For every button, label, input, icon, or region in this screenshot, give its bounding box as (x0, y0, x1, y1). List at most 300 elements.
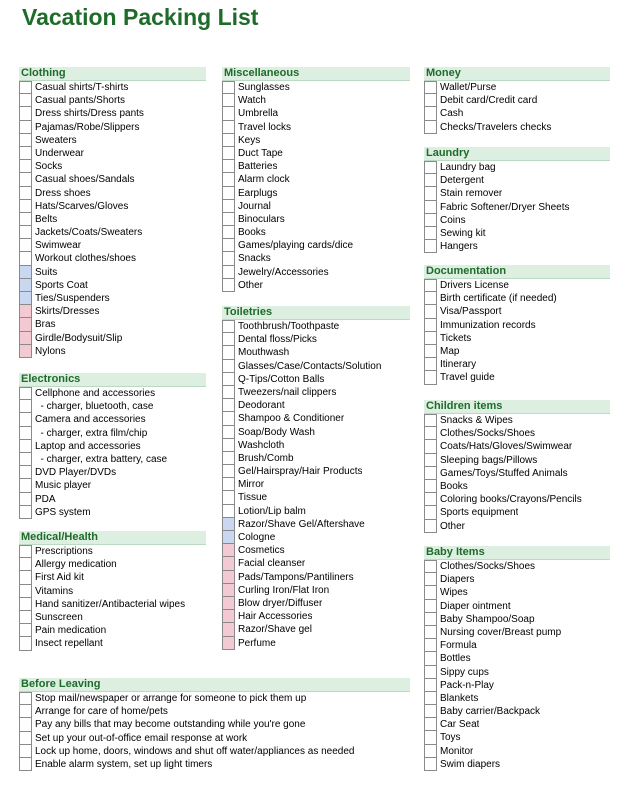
item-label: - charger, extra battery, case (35, 453, 168, 465)
checkbox[interactable] (222, 452, 235, 465)
item-label: Other (440, 520, 466, 532)
item-label: Skirts/Dresses (35, 306, 100, 318)
checkbox[interactable] (424, 718, 437, 731)
checkbox[interactable] (222, 107, 235, 120)
checkbox[interactable] (19, 160, 32, 173)
checkbox[interactable] (222, 544, 235, 557)
checklist-item (222, 226, 410, 239)
item-label: Duct Tape (238, 147, 283, 159)
section-children-items (424, 400, 610, 533)
checklist-item (222, 200, 410, 213)
section-medical-health (19, 531, 206, 651)
checkbox[interactable] (424, 705, 437, 718)
item-label: Tissue (238, 492, 268, 504)
checkbox[interactable] (19, 387, 32, 400)
checklist-item (222, 187, 410, 200)
item-label: Set up your out-of-office email response at work (35, 732, 248, 744)
checkbox[interactable] (424, 679, 437, 692)
checklist-item (424, 613, 610, 626)
checkbox[interactable] (424, 613, 437, 626)
item-label: Deodorant (238, 400, 285, 412)
checklist-item (424, 371, 610, 384)
checklist-item (19, 160, 206, 173)
checkbox[interactable] (19, 345, 32, 358)
checkbox[interactable] (424, 187, 437, 200)
checklist-item (424, 506, 610, 519)
checklist-item (424, 227, 610, 240)
checklist-item (19, 173, 206, 186)
item-label: Soap/Body Wash (238, 426, 315, 438)
checkbox[interactable] (19, 705, 32, 718)
checkbox[interactable] (19, 440, 32, 453)
checklist-item (19, 585, 206, 598)
item-label: Immunization records (440, 319, 536, 331)
checklist-item (19, 624, 206, 637)
item-label: DVD Player/DVDs (35, 467, 117, 479)
checklist-item (424, 214, 610, 227)
checkbox[interactable] (222, 518, 235, 531)
checklist-item (424, 201, 610, 214)
item-label: Formula (440, 640, 477, 652)
checklist-item (424, 586, 610, 599)
checklist-item (19, 718, 410, 731)
checkbox[interactable] (222, 637, 235, 650)
checkbox[interactable] (19, 252, 32, 265)
checklist-item (222, 597, 410, 610)
checkbox[interactable] (19, 558, 32, 571)
checkbox[interactable] (222, 279, 235, 292)
item-label: Pads/Tampons/Pantiliners (238, 571, 354, 583)
checklist (19, 545, 206, 651)
item-label: Ties/Suspenders (35, 293, 110, 304)
checkbox[interactable] (19, 121, 32, 134)
checkbox[interactable] (19, 758, 32, 771)
checkbox[interactable] (19, 692, 32, 705)
checkbox[interactable] (19, 624, 32, 637)
checkbox[interactable] (19, 545, 32, 558)
checklist-item (222, 452, 410, 465)
checkbox[interactable] (19, 332, 32, 345)
item-label: Earplugs (238, 187, 278, 199)
item-label: Vitamins (35, 585, 74, 597)
checkbox[interactable] (19, 239, 32, 252)
checkbox[interactable] (424, 332, 437, 345)
checkbox[interactable] (424, 600, 437, 613)
checkbox[interactable] (19, 187, 32, 200)
item-label: Mirror (238, 479, 265, 491)
checkbox[interactable] (19, 637, 32, 650)
checkbox[interactable] (19, 134, 32, 147)
checkbox[interactable] (222, 584, 235, 597)
item-label: Hangers (440, 241, 478, 253)
item-label: Dental floss/Picks (238, 334, 317, 346)
checkbox[interactable] (424, 227, 437, 240)
checkbox[interactable] (19, 94, 32, 107)
section-header: Electronics (19, 373, 206, 387)
item-label: - charger, extra film/chip (35, 427, 148, 439)
item-label: Hair Accessories (238, 611, 313, 623)
checkbox[interactable] (19, 318, 32, 331)
checklist-item (424, 652, 610, 665)
checklist (424, 560, 610, 771)
checklist-item (222, 333, 410, 346)
item-label: Perfume (238, 637, 276, 649)
item-label: Insect repellant (35, 638, 103, 650)
checkbox[interactable] (222, 173, 235, 186)
section-header: Medical/Health (19, 531, 206, 545)
checkbox[interactable] (222, 134, 235, 147)
checklist-item (424, 493, 610, 506)
checklist-item (19, 545, 206, 558)
item-label: Laptop and accessories (35, 440, 141, 452)
checkbox[interactable] (424, 414, 437, 427)
checkbox[interactable] (222, 360, 235, 373)
checkbox[interactable] (222, 491, 235, 504)
checklist-item (19, 318, 206, 331)
item-label: Clothes/Socks/Shoes (440, 428, 536, 440)
checklist-item (424, 305, 610, 318)
item-label: Blankets (440, 692, 479, 704)
checklist-item (19, 239, 206, 252)
checklist-item (222, 121, 410, 134)
checkbox[interactable] (424, 319, 437, 332)
checkbox[interactable] (424, 94, 437, 107)
item-label: Curling Iron/Flat Iron (238, 584, 330, 596)
checkbox[interactable] (19, 611, 32, 624)
checkbox[interactable] (222, 557, 235, 570)
checkbox[interactable] (19, 226, 32, 239)
checklist-item (19, 705, 410, 718)
item-label: Shampoo & Conditioner (238, 413, 345, 425)
checkbox[interactable] (222, 320, 235, 333)
checkbox[interactable] (222, 160, 235, 173)
checkbox[interactable] (424, 371, 437, 384)
checklist-item (222, 160, 410, 173)
checklist-item (424, 345, 610, 358)
checkbox[interactable] (424, 240, 437, 253)
checkbox[interactable] (424, 560, 437, 573)
checklist-item (19, 413, 206, 426)
item-label: Binoculars (238, 213, 285, 225)
item-label: Tweezers/nail clippers (238, 386, 337, 398)
checklist-item (424, 573, 610, 586)
item-label: Visa/Passport (440, 306, 502, 318)
item-label: Stop mail/newspaper or arrange for someone to pick them up (35, 693, 307, 704)
checkbox[interactable] (19, 200, 32, 213)
checkbox[interactable] (424, 506, 437, 519)
checklist-item (19, 121, 206, 134)
checkbox[interactable] (222, 386, 235, 399)
checkbox[interactable] (222, 239, 235, 252)
checkbox[interactable] (222, 147, 235, 160)
checkbox[interactable] (19, 400, 32, 413)
checkbox[interactable] (424, 174, 437, 187)
checkbox[interactable] (424, 520, 437, 533)
checklist-item (222, 94, 410, 107)
checklist-item (19, 200, 206, 213)
checkbox[interactable] (424, 745, 437, 758)
item-label: Books (440, 480, 468, 492)
item-label: Sewing kit (440, 227, 486, 239)
section-header: Money (424, 67, 610, 81)
checkbox[interactable] (424, 639, 437, 652)
item-label: Pajamas/Robe/Slippers (35, 121, 140, 133)
checklist (19, 81, 206, 358)
checkbox[interactable] (222, 333, 235, 346)
checklist-item (222, 266, 410, 279)
section-header: Miscellaneous (222, 67, 410, 81)
item-label: Swim diapers (440, 758, 501, 770)
checkbox[interactable] (19, 585, 32, 598)
checkbox[interactable] (19, 506, 32, 519)
checkbox[interactable] (222, 571, 235, 584)
checkbox[interactable] (222, 266, 235, 279)
checkbox[interactable] (424, 292, 437, 305)
checklist-item (19, 732, 410, 745)
checkbox[interactable] (19, 598, 32, 611)
item-label: Birth certificate (if needed) (440, 293, 557, 305)
item-label: Sunscreen (35, 611, 83, 623)
item-label: Cosmetics (238, 545, 285, 557)
item-label: Hand sanitizer/Antibacterial wipes (35, 598, 186, 610)
item-label: Monitor (440, 745, 474, 757)
checklist-item (19, 226, 206, 239)
checklist-item (424, 279, 610, 292)
checkbox[interactable] (222, 478, 235, 491)
checkbox[interactable] (222, 200, 235, 213)
checklist-item (222, 239, 410, 252)
item-label: Q-Tips/Cotton Balls (238, 373, 325, 385)
checkbox[interactable] (424, 121, 437, 134)
section-laundry (424, 147, 610, 253)
item-label: Umbrella (238, 108, 279, 120)
checkbox[interactable] (424, 586, 437, 599)
checkbox[interactable] (424, 626, 437, 639)
section-electronics (19, 373, 206, 519)
checkbox[interactable] (424, 427, 437, 440)
item-label: Allergy medication (35, 559, 117, 571)
item-label: Jewelry/Accessories (238, 266, 329, 278)
checkbox[interactable] (222, 597, 235, 610)
item-label: Sports Coat (35, 279, 88, 291)
item-label: PDA (35, 493, 56, 505)
checklist-item (424, 639, 610, 652)
checklist-item (424, 718, 610, 731)
checklist-item (424, 107, 610, 120)
checkbox[interactable] (19, 305, 32, 318)
item-label: Detergent (440, 175, 484, 187)
checklist-item (19, 745, 410, 758)
checkbox[interactable] (424, 493, 437, 506)
checklist-item (222, 610, 410, 623)
checkbox[interactable] (424, 454, 437, 467)
item-label: Journal (238, 200, 271, 212)
checklist-item (424, 520, 610, 533)
checkbox[interactable] (222, 226, 235, 239)
checklist-item (19, 611, 206, 624)
item-label: Camera and accessories (35, 414, 146, 426)
item-label: Games/playing cards/dice (238, 240, 354, 252)
item-label: Checks/Travelers checks (440, 121, 552, 133)
item-label: Casual pants/Shorts (35, 95, 126, 107)
checklist-item (19, 558, 206, 571)
checklist-item (424, 467, 610, 480)
checklist (19, 387, 206, 519)
checklist-item (222, 386, 410, 399)
checkbox[interactable] (19, 107, 32, 120)
checkbox[interactable] (19, 81, 32, 94)
checkbox[interactable] (19, 173, 32, 186)
checkbox[interactable] (424, 758, 437, 771)
checkbox[interactable] (19, 493, 32, 506)
item-label: Wallet/Purse (440, 82, 497, 93)
checkbox[interactable] (222, 439, 235, 452)
section-header: Baby Items (424, 546, 610, 560)
checklist-item (222, 584, 410, 597)
item-label: Blow dryer/Diffuser (238, 597, 323, 609)
checklist-item (424, 332, 610, 345)
checkbox[interactable] (424, 161, 437, 174)
checklist-item (424, 758, 610, 771)
checkbox[interactable] (424, 440, 437, 453)
checkbox[interactable] (19, 147, 32, 160)
checkbox[interactable] (19, 732, 32, 745)
item-label: Sports equipment (440, 507, 519, 519)
checkbox[interactable] (19, 427, 32, 440)
item-label: Sweaters (35, 134, 77, 146)
item-label: Dress shirts/Dress pants (35, 108, 144, 120)
checkbox[interactable] (19, 571, 32, 584)
checklist-item (424, 600, 610, 613)
checkbox[interactable] (19, 413, 32, 426)
checklist-item (424, 679, 610, 692)
checklist-item (424, 81, 610, 94)
item-label: Travel guide (440, 372, 495, 384)
checklist-item (19, 493, 206, 506)
checkbox[interactable] (19, 479, 32, 492)
item-label: Glasses/Case/Contacts/Solution (238, 360, 382, 372)
item-label: Cellphone and accessories (35, 388, 156, 399)
checkbox[interactable] (424, 666, 437, 679)
item-label: Prescriptions (35, 546, 93, 557)
item-label: Dress shoes (35, 187, 91, 199)
checkbox[interactable] (222, 187, 235, 200)
checkbox[interactable] (424, 81, 437, 94)
checkbox[interactable] (19, 718, 32, 731)
checklist-item (19, 479, 206, 492)
checkbox[interactable] (222, 399, 235, 412)
checkbox[interactable] (222, 94, 235, 107)
checklist-item (222, 412, 410, 425)
checklist-item (424, 666, 610, 679)
item-label: Snacks (238, 253, 271, 265)
checklist-item (222, 465, 410, 478)
item-label: Games/Toys/Stuffed Animals (440, 467, 568, 479)
checkbox[interactable] (222, 531, 235, 544)
item-label: Car Seat (440, 719, 480, 731)
section-toiletries (222, 306, 410, 650)
checklist-item (222, 147, 410, 160)
checkbox[interactable] (19, 213, 32, 226)
checklist-item (222, 107, 410, 120)
checkbox[interactable] (222, 465, 235, 478)
checkbox[interactable] (424, 652, 437, 665)
checklist-item (19, 81, 206, 94)
item-label: Arrange for care of home/pets (35, 706, 168, 718)
section-header: Before Leaving (19, 678, 410, 692)
item-label: Swimwear (35, 240, 82, 252)
checkbox[interactable] (424, 467, 437, 480)
item-label: Bottles (440, 653, 471, 665)
checkbox[interactable] (424, 201, 437, 214)
checkbox[interactable] (424, 345, 437, 358)
section-miscellaneous (222, 67, 410, 292)
checkbox[interactable] (222, 213, 235, 226)
checkbox[interactable] (19, 292, 32, 305)
item-label: Coats/Hats/Gloves/Swimwear (440, 441, 573, 453)
item-label: Debit card/Credit card (440, 95, 538, 107)
item-label: Pay any bills that may become outstanding while you're gone (35, 719, 306, 731)
checkbox[interactable] (222, 610, 235, 623)
checklist-item (19, 387, 206, 400)
item-label: Gel/Hairspray/Hair Products (238, 466, 363, 478)
checkbox[interactable] (222, 412, 235, 425)
checkbox[interactable] (222, 623, 235, 636)
checklist-item (19, 400, 206, 413)
checklist-item (19, 692, 410, 705)
checklist-item (19, 440, 206, 453)
item-label: Cash (440, 108, 464, 120)
checklist-item (222, 81, 410, 94)
checklist-item (222, 373, 410, 386)
checkbox[interactable] (424, 692, 437, 705)
checkbox[interactable] (222, 426, 235, 439)
item-label: Washcloth (238, 439, 285, 451)
section-header: Clothing (19, 67, 206, 81)
item-label: Girdle/Bodysuit/Slip (35, 332, 123, 344)
checkbox[interactable] (222, 373, 235, 386)
checkbox[interactable] (424, 214, 437, 227)
checklist (222, 81, 410, 292)
checklist-item (222, 360, 410, 373)
checkbox[interactable] (222, 252, 235, 265)
checkbox[interactable] (222, 346, 235, 359)
checkbox[interactable] (424, 573, 437, 586)
checkbox[interactable] (424, 731, 437, 744)
checklist-item (424, 121, 610, 134)
checkbox[interactable] (424, 480, 437, 493)
checklist-item (19, 94, 206, 107)
checkbox[interactable] (222, 81, 235, 94)
checkbox[interactable] (222, 121, 235, 134)
checkbox[interactable] (424, 305, 437, 318)
item-label: Razor/Shave gel (238, 624, 312, 636)
item-label: Belts (35, 213, 58, 225)
checklist-item (222, 279, 410, 292)
checkbox[interactable] (222, 505, 235, 518)
checkbox[interactable] (19, 745, 32, 758)
checkbox[interactable] (19, 466, 32, 479)
checkbox[interactable] (424, 107, 437, 120)
checkbox[interactable] (424, 279, 437, 292)
checkbox[interactable] (19, 279, 32, 292)
checkbox[interactable] (424, 358, 437, 371)
checkbox[interactable] (19, 453, 32, 466)
checklist-item (19, 637, 206, 650)
checkbox[interactable] (19, 266, 32, 279)
checklist-item (19, 427, 206, 440)
checklist-item (222, 252, 410, 265)
